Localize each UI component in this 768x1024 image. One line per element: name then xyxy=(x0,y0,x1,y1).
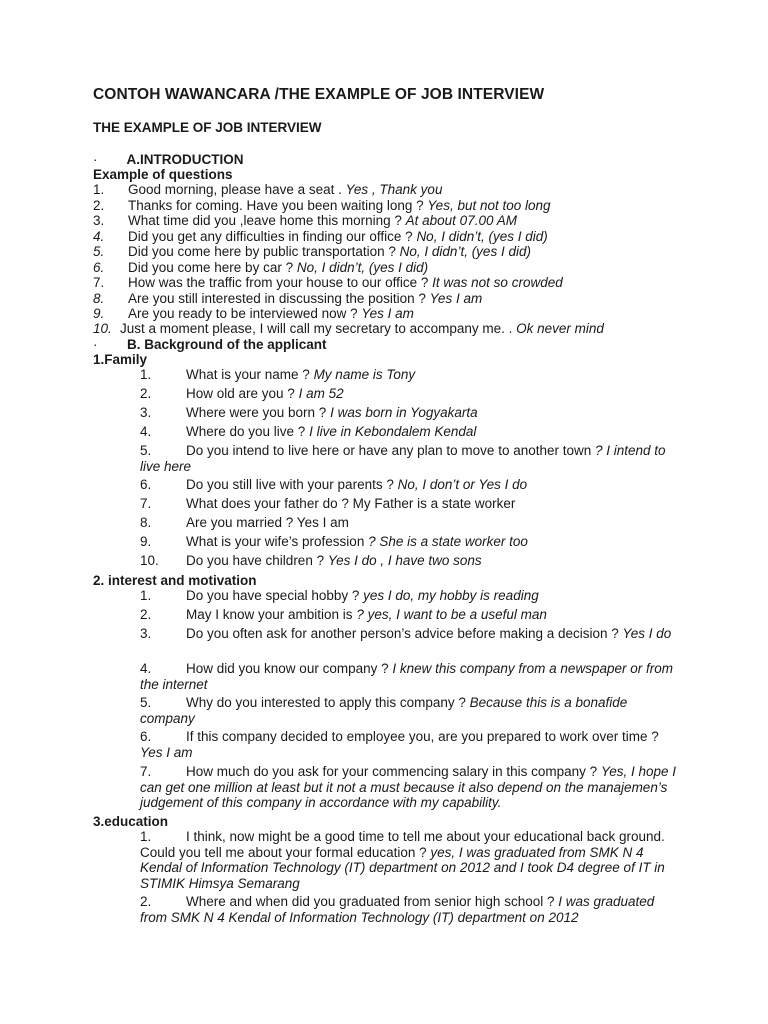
answer-text: ? She is a state worker too xyxy=(368,534,528,549)
question-text: How did you know our company ? xyxy=(186,661,393,676)
list-item xyxy=(140,367,680,383)
question-text: Do you still live with your parents ? xyxy=(186,477,398,492)
item-number: 2. xyxy=(93,198,105,213)
item-number: 9. xyxy=(93,306,105,321)
answer-text: ? yes, I want to be a useful man xyxy=(356,607,547,622)
item-number: 1. xyxy=(140,367,152,382)
answer-text: Yes I do , I have two sons xyxy=(327,553,482,568)
answer-text: yes I do, my hobby is reading xyxy=(363,588,539,603)
question-text: What is your wife’s profession xyxy=(186,534,369,549)
bullet: · xyxy=(93,337,98,352)
item-number: 5. xyxy=(140,695,152,710)
question-text: Just a moment please, I will call my secretary to accompany me. . xyxy=(120,321,517,336)
list-item xyxy=(93,275,563,290)
answer-text: I knew this company from a newspaper or from the internet xyxy=(140,661,673,692)
item-number: 1. xyxy=(140,829,152,844)
bullet: · xyxy=(93,152,98,167)
item-number: 10. xyxy=(93,321,112,336)
list-item xyxy=(140,477,680,493)
item-number: 5. xyxy=(93,244,105,259)
list-item xyxy=(140,424,680,440)
list-item xyxy=(140,894,680,925)
item-number: 4. xyxy=(140,661,152,676)
item-number: 6. xyxy=(140,729,152,744)
question-text: Where were you born ? xyxy=(186,405,331,420)
question-text: What is your name ? xyxy=(186,367,314,382)
item-number: 4. xyxy=(93,229,105,244)
list-item xyxy=(93,229,548,244)
section-a-title: A.INTRODUCTION xyxy=(126,152,244,167)
list-item xyxy=(140,515,680,531)
list-item xyxy=(140,496,680,512)
item-number: 3. xyxy=(140,405,152,420)
list-item xyxy=(140,607,680,623)
question-text: I think, now might be a good time to tell me about your educational back ground. Could you tell me about your formal education ? xyxy=(140,829,665,860)
question-text: Do you have special hobby ? xyxy=(186,588,364,603)
answer-text: Because this is a bonafide company xyxy=(140,695,628,726)
section-b-heading xyxy=(93,337,327,352)
item-number: 2. xyxy=(140,386,152,401)
answer-text: No, I didn’t, (yes I did) xyxy=(399,244,531,259)
list-item xyxy=(93,244,531,259)
answer-text: No, I didn’t, (yes I did) xyxy=(416,229,548,244)
question-text: What time did you ,leave home this morning ? xyxy=(128,213,406,228)
page-title: CONTOH WAWANCARA /THE EXAMPLE OF JOB INTERVIEW xyxy=(93,86,545,103)
item-number: 7. xyxy=(140,764,152,779)
list-item xyxy=(93,260,428,275)
question-text: May I know your ambition is xyxy=(186,607,357,622)
answer-text: Yes I am xyxy=(140,744,193,760)
answer-text: I live in Kebondalem Kendal xyxy=(309,424,477,439)
answer-text: yes, I was graduated from SMK N 4 Kendal of Information Technology (IT) department on 2012 and I took D4 degree of IT in STIMIK Himsya Semarang xyxy=(140,844,665,891)
item-number: 10. xyxy=(140,553,159,568)
question-text: Did you come here by public transportation ? xyxy=(128,244,400,259)
answer-text: At about 07.00 AM xyxy=(405,213,517,228)
question-text: Do you have children ? xyxy=(186,553,328,568)
answer-text: No, I didn’t, (yes I did) xyxy=(296,260,429,275)
item-number: 8. xyxy=(93,291,105,306)
list-item xyxy=(140,764,680,811)
question-text: Did you get any difficulties in finding our office ? xyxy=(128,229,417,244)
education-heading: 3.education xyxy=(93,814,169,829)
question-text: Are you ready to be interviewed now ? xyxy=(128,306,362,321)
section-a-subheading: Example of questions xyxy=(93,167,233,182)
question-text: Where do you live ? xyxy=(186,424,310,439)
item-number: 2. xyxy=(140,607,152,622)
section-b-title: B. Background of the applicant xyxy=(127,337,327,352)
list-item xyxy=(140,405,680,421)
item-number: 7. xyxy=(140,496,152,511)
list-item xyxy=(93,321,604,336)
question-text: Did you come here by car ? xyxy=(128,260,297,275)
answer-text: Yes I do xyxy=(622,626,672,641)
answer-text: It was not so crowded xyxy=(432,275,563,290)
list-item xyxy=(140,695,680,726)
list-item xyxy=(140,386,680,402)
question-text: If this company decided to employee you, are you prepared to work over time ? xyxy=(186,729,659,744)
item-number: 6. xyxy=(140,477,152,492)
item-number: 6. xyxy=(93,260,105,275)
answer-text: My name is Tony xyxy=(313,367,416,382)
list-item xyxy=(140,588,680,604)
question-text: Where and when did you graduated from senior high school ? xyxy=(186,894,559,909)
list-item xyxy=(93,182,442,197)
answer-text: I am 52 xyxy=(298,386,344,401)
item-number: 7. xyxy=(93,275,105,290)
list-item xyxy=(140,729,680,760)
answer-text: Ok never mind xyxy=(516,321,604,336)
item-number: 2. xyxy=(140,894,152,909)
item-number: 3. xyxy=(140,626,152,641)
question-text: Thanks for coming. Have you been waiting long ? xyxy=(128,198,428,213)
item-number: 5. xyxy=(140,443,152,458)
item-number: 8. xyxy=(140,515,152,530)
question-text: How old are you ? xyxy=(186,386,299,401)
list-item xyxy=(93,213,517,228)
item-number: 1. xyxy=(93,182,105,197)
list-item xyxy=(93,291,482,306)
question-text: How was the traffic from your house to our office ? xyxy=(128,275,433,290)
answer-text: I was graduated from SMK N 4 Kendal of Information Technology (IT) department on 2012 xyxy=(140,894,655,925)
list-item xyxy=(140,626,680,642)
answer-text: Yes I am xyxy=(429,291,483,306)
question-text: How much do you ask for your commencing salary in this company ? xyxy=(186,764,601,779)
section-a-heading xyxy=(93,152,244,167)
answer-text: Yes, but not too long xyxy=(427,198,551,213)
list-item xyxy=(93,306,414,321)
list-item xyxy=(140,443,680,474)
item-number: 9. xyxy=(140,534,152,549)
answer-text: Yes , Thank you xyxy=(345,182,443,197)
question-text: Do you intend to live here or have any plan to move to another town xyxy=(186,443,596,458)
question-text: Are you still interested in discussing the position ? xyxy=(128,291,430,306)
answer-text: No, I don’t or Yes I do xyxy=(397,477,528,492)
item-number: 1. xyxy=(140,588,152,603)
answer-text: ? I intend to live here xyxy=(140,443,666,474)
list-item xyxy=(140,553,680,569)
list-item xyxy=(140,829,680,891)
question-text: Why do you interested to apply this company ? xyxy=(186,695,470,710)
answer-text: Yes, I hope I can get one million at least but it not a must because it also depend on the manajemen’s judgement of this company in accordance with my capability. xyxy=(140,764,676,810)
question-text: Are you married ? Yes I am xyxy=(186,515,349,530)
question-text: Good morning, please have a seat . xyxy=(128,182,346,197)
answer-text: Yes I am xyxy=(361,306,414,321)
family-heading: 1.Family xyxy=(93,352,148,367)
page-subtitle: THE EXAMPLE OF JOB INTERVIEW xyxy=(93,120,322,135)
item-number: 3. xyxy=(93,213,105,228)
answer-text: I was born in Yogyakarta xyxy=(330,405,478,420)
question-text: What does your father do ? My Father is a state worker xyxy=(186,496,516,511)
list-item xyxy=(140,534,680,550)
list-item xyxy=(140,661,680,692)
question-text: Do you often ask for another person’s advice before making a decision ? xyxy=(186,626,623,641)
list-item xyxy=(93,198,551,213)
item-number: 4. xyxy=(140,424,152,439)
interest-heading: 2. interest and motivation xyxy=(93,573,257,588)
